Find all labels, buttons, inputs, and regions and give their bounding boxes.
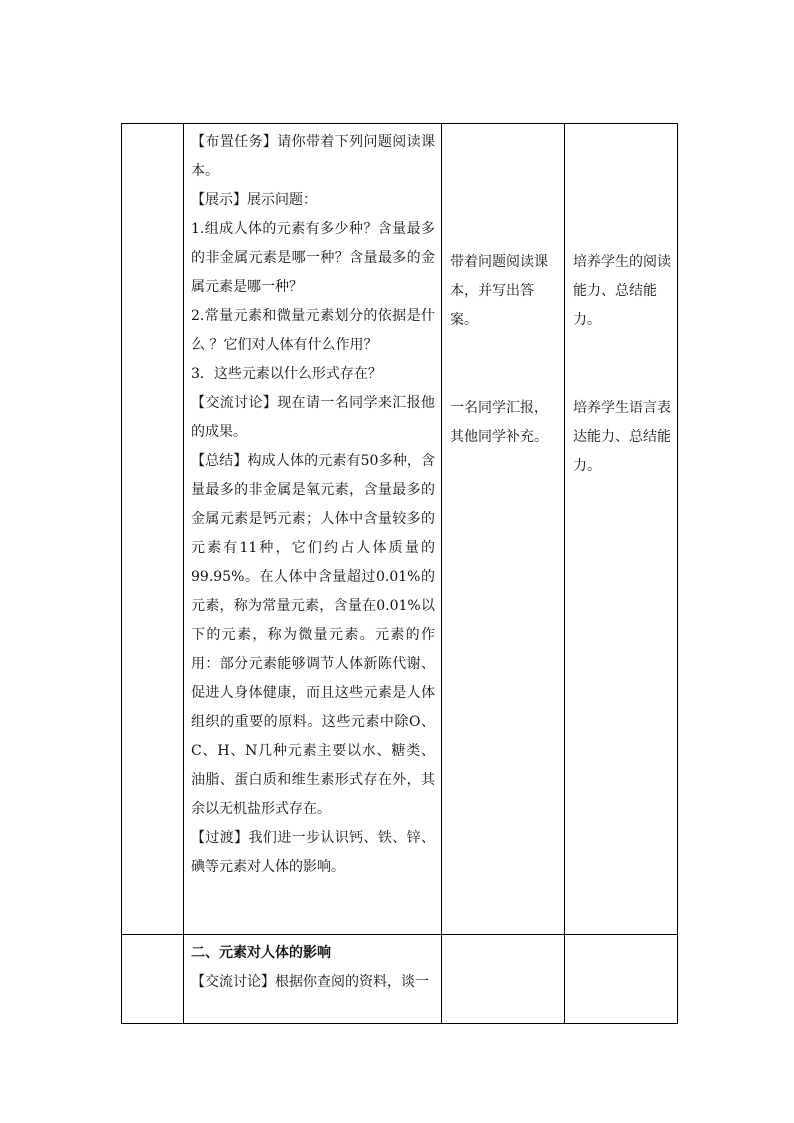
design-intent-cell bbox=[565, 124, 678, 935]
student-activity-cell bbox=[442, 124, 565, 935]
show-paragraph: 【展示】展示问题： bbox=[191, 192, 317, 208]
table-row bbox=[122, 935, 678, 1024]
section-heading: 二、元素对人体的影响 bbox=[191, 945, 331, 961]
summary-paragraph: 【总结】构成人体的元素有50多种，含量最多的非金属是氧元素，含量最多的金属元素是钙元素；人体中含量较多的元素有11种，它们约占人体质量的99.95%。在人体中含量超过0.01%的元素，称为常量元素，含量在0.01%以下的元素，称为微量元素。元素的作用：部分元素能够调节人体新陈代谢、促进人身体健康，而且这些元素是人体组织的重要的原料。这些元素中除O、C、H、N几种元素主要以水、糖类、油脂、蛋白质和维生素形式存在外，其余以无机盐形式存在。 bbox=[191, 453, 435, 817]
question-3: 3．这些元素以什么形式存在？ bbox=[191, 366, 382, 382]
question-2: 2.常量元素和微量元素划分的依据是什么 ？它们对人体有什么作用？ bbox=[191, 308, 435, 353]
discussion-paragraph: 【交流讨论】根据你查阅的资料，谈一 bbox=[191, 974, 429, 990]
lesson-plan-table bbox=[121, 123, 678, 1024]
transition-paragraph: 【过渡】我们进一步认识钙、铁、锌、碘等元素对人体的影响。 bbox=[191, 830, 435, 875]
student-activity-2: 一名同学汇报，其他同学补充。 bbox=[450, 400, 548, 445]
teacher-activity-cell bbox=[184, 124, 442, 935]
task-paragraph: 【布置任务】请你带着下列问题阅读课本。 bbox=[191, 134, 435, 179]
question-1: 1.组成人体的元素有多少种？含量最多的非金属元素是哪一种？含量最多的金属元素是哪一种？ bbox=[191, 221, 435, 295]
stage-cell bbox=[122, 124, 184, 935]
design-intent-cell bbox=[565, 935, 678, 1024]
design-intent-1: 培养学生的阅读能力、总结能力。 bbox=[573, 254, 671, 328]
table-row bbox=[122, 124, 678, 935]
stage-cell bbox=[122, 935, 184, 1024]
teacher-activity-cell bbox=[184, 935, 442, 1024]
discussion-paragraph: 【交流讨论】现在请一名同学来汇报他的成果。 bbox=[191, 395, 435, 440]
student-activity-1: 带着问题阅读课本，并写出答案。 bbox=[450, 254, 548, 328]
student-activity-cell bbox=[442, 935, 565, 1024]
design-intent-2: 培养学生语言表达能力、总结能力。 bbox=[573, 400, 671, 474]
